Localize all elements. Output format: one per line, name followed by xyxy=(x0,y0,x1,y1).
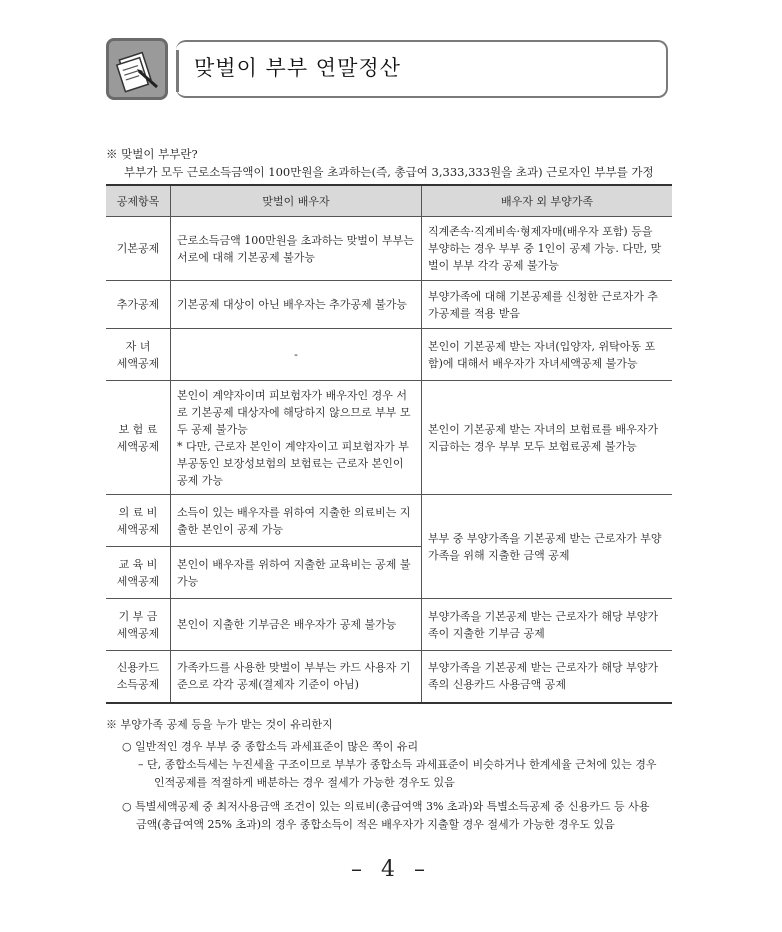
table-row xyxy=(106,329,672,381)
table-row xyxy=(106,381,672,495)
row-dependents: 부양가족에 대해 기본공제를 신청한 근로자가 추가공제를 적용 받음 xyxy=(422,281,673,329)
row-dependents: 본인이 기본공제 받는 자녀(입양자, 위탁아동 포함)에 대해서 배우자가 자녀세액공제 불가능 xyxy=(422,329,673,381)
table-row xyxy=(106,651,672,703)
advice-notes xyxy=(106,716,678,834)
advice-item-1: ○ 일반적인 경우 부부 중 종합소득 과세표준이 많은 쪽이 유리 xyxy=(122,740,419,753)
deduction-table xyxy=(106,184,672,704)
row-category: 추가공제 xyxy=(106,281,171,329)
header-dependents: 배우자 외 부양가족 xyxy=(422,185,673,217)
note-question: ※ 맞벌이 부부란? xyxy=(106,147,198,161)
page-number: – 4 – xyxy=(351,857,431,882)
table-row xyxy=(106,495,672,547)
row-category: 기본공제 xyxy=(106,217,171,281)
row-dependents: 부양가족을 기본공제 받는 근로자가 해당 부양가족의 신용카드 사용금액 공제 xyxy=(422,651,673,703)
advice-item-2-cont: 금액(총급여액 25% 초과)의 경우 종합소득이 적은 배우자가 지출할 경우 절세가 가능한 경우도 있음 xyxy=(136,818,615,831)
row-spouse: 본인이 지출한 기부금은 배우자가 공제 불가능 xyxy=(171,599,422,651)
row-spouse: 본인이 배우자를 위하여 지출한 교육비는 공제 불가능 xyxy=(171,547,422,599)
title-frame xyxy=(176,40,668,98)
row-category: 의 료 비 세액공제 xyxy=(106,495,171,547)
row-dependents: 부부 중 부양가족을 기본공제 받는 근로자가 부양가족을 위해 지출한 금액 공제 xyxy=(422,495,673,599)
page-header xyxy=(106,36,672,104)
header-spouse: 맞벌이 배우자 xyxy=(171,185,422,217)
row-dependents: 직계존속·직계비속·형제자매(배우자 포함) 등을 부양하는 경우 부부 중 1인이 공제 가능. 다만, 맞벌이 부부 각각 공제 불가능 xyxy=(422,217,673,281)
definition-note xyxy=(106,145,676,181)
table-row xyxy=(106,281,672,329)
row-spouse: 소득이 있는 배우자를 위하여 지출한 의료비는 지출한 본인이 공제 가능 xyxy=(171,495,422,547)
row-spouse: - xyxy=(171,329,422,381)
row-category: 교 육 비 세액공제 xyxy=(106,547,171,599)
row-category: 기 부 금 세액공제 xyxy=(106,599,171,651)
row-category: 보 험 료 세액공제 xyxy=(106,381,171,495)
advice-item-1-sub-cont: 인적공제를 적절하게 배분하는 경우 절세가 가능한 경우도 있음 xyxy=(154,776,455,789)
table-row xyxy=(106,599,672,651)
row-category: 신용카드 소득공제 xyxy=(106,651,171,703)
row-spouse: 가족카드를 사용한 맞벌이 부부는 카드 사용자 기준으로 각각 공제(결제자 기준이 아님) xyxy=(171,651,422,703)
document-pen-icon xyxy=(106,38,168,100)
row-category: 자 녀 세액공제 xyxy=(106,329,171,381)
row-dependents: 부양가족을 기본공제 받는 근로자가 해당 부양가족이 지출한 기부금 공제 xyxy=(422,599,673,651)
advice-item-1-sub: – 단, 종합소득세는 누진세율 구조이므로 부부가 종합소득 과세표준이 비슷하거나 한계세율 근처에 있는 경우 xyxy=(138,758,657,771)
advice-heading: ※ 부양가족 공제 등을 누가 받는 것이 유리한지 xyxy=(106,718,333,731)
advice-item-2: ○ 특별세액공제 중 최저사용금액 조건이 있는 의료비(총급여액 3% 초과)와 특별소득공제 중 신용카드 등 사용 xyxy=(122,800,650,813)
row-dependents: 본인이 기본공제 받는 자녀의 보험료를 배우자가 지급하는 경우 부부 모두 보험료공제 불가능 xyxy=(422,381,673,495)
header-category: 공제항목 xyxy=(106,185,171,217)
table-header-row xyxy=(106,185,672,217)
page-title: 맞벌이 부부 연말정산 xyxy=(194,56,401,80)
row-spouse: 본인이 계약자이며 피보험자가 배우자인 경우 서로 기본공제 대상자에 해당하지 않으므로 부부 모두 공제 불가능 * 다만, 근로자 본인이 계약자이고 피보험자가 부부공동인 보장성보험의 보험료는 근로자 본인이 공제 가능 xyxy=(171,381,422,495)
note-definition: 부부가 모두 근로소득금액이 100만원을 초과하는(즉, 총급여 3,333,333원을 초과) 근로자인 부부를 가정 xyxy=(124,165,654,179)
row-spouse: 기본공제 대상이 아닌 배우자는 추가공제 불가능 xyxy=(171,281,422,329)
table-row xyxy=(106,217,672,281)
row-spouse: 근로소득금액 100만원을 초과하는 맞벌이 부부는 서로에 대해 기본공제 불가능 xyxy=(171,217,422,281)
